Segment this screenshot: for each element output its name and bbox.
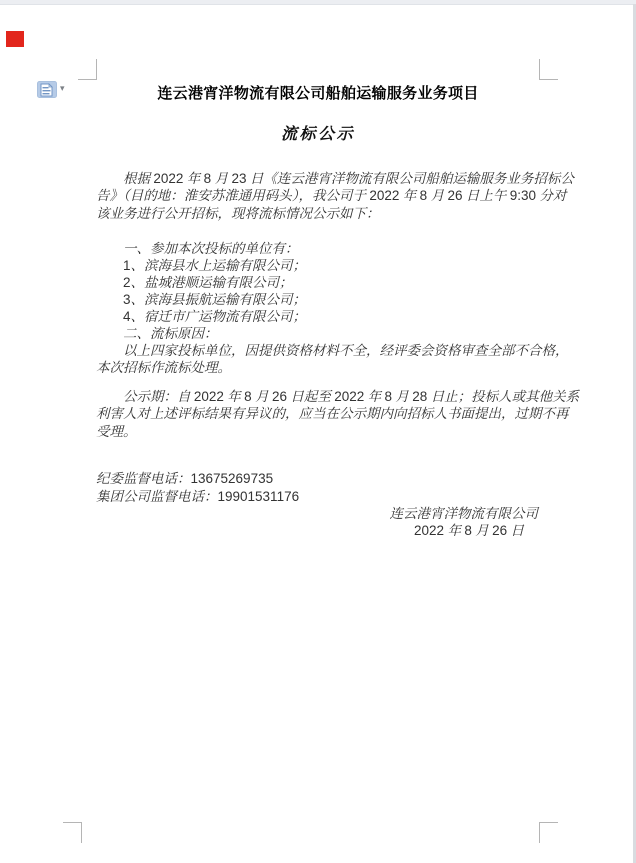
phone-line: 纪委监督电话：13675269735: [96, 471, 274, 486]
signature-company: 连云港宵洋物流有限公司: [389, 506, 538, 521]
notice-paragraph: [96, 388, 580, 440]
text-boundary-mark-bottom-right: [539, 822, 558, 843]
text-boundary-mark-bottom-left: [63, 822, 82, 843]
dropdown-arrow-icon: ▾: [60, 84, 65, 94]
list-item: 1、滨海县水上运输有限公司；: [123, 258, 307, 273]
doc-line: 以上四家投标单位，因提供资格材料不全，经评委会资格审查全部不合格，: [123, 343, 569, 358]
phone-line: 集团公司监督电话：19901531176: [96, 488, 300, 504]
doc-line: 该业务进行公开招标，现将流标情况公示如下：: [96, 205, 380, 221]
doc-line: 受理。: [96, 423, 137, 439]
document-title: 连云港宵洋物流有限公司船舶运输服务业务项目: [157, 85, 479, 102]
contact-info: [96, 470, 566, 505]
text-boundary-mark-top-left: [78, 59, 97, 80]
list-item: 2、盐城港顺运输有限公司；: [123, 275, 293, 290]
list-item: 3、滨海县振航运输有限公司；: [123, 292, 307, 307]
list-item: 一、参加本次投标的单位有：: [123, 241, 299, 256]
signature-date: 2022 年 8 月 26 日: [414, 523, 524, 538]
red-annotation-marker: [6, 31, 24, 47]
paste-options-button[interactable]: [37, 81, 69, 101]
doc-line: 利害人对上述评标结果有异议的，应当在公示期内向招标人书面提出，过期不再: [96, 406, 569, 422]
document-subtitle: 流标公示: [280, 126, 355, 143]
text-boundary-mark-top-right: [539, 59, 558, 80]
doc-line: 根据 2022 年 8 月 23 日《连云港宵洋物流有限公司船舶运输服务业务招标公: [123, 171, 574, 186]
list-item: 4、宿迁市广运物流有限公司；: [123, 309, 307, 324]
doc-line: 公示期：自 2022 年 8 月 26 日起至 2022 年 8 月 28 日止；投标人或其他关系: [123, 389, 580, 404]
intro-paragraph: [96, 170, 574, 222]
bidder-list: [96, 240, 569, 376]
doc-line: 告》（目的地：淮安苏淮通用码头），我公司于 2022 年 8 月 26 日上午 9:30 分对: [96, 188, 567, 204]
list-item: 二、流标原因：: [123, 326, 218, 341]
window-top-edge: [0, 0, 636, 5]
doc-line: 本次招标作流标处理。: [96, 360, 231, 375]
